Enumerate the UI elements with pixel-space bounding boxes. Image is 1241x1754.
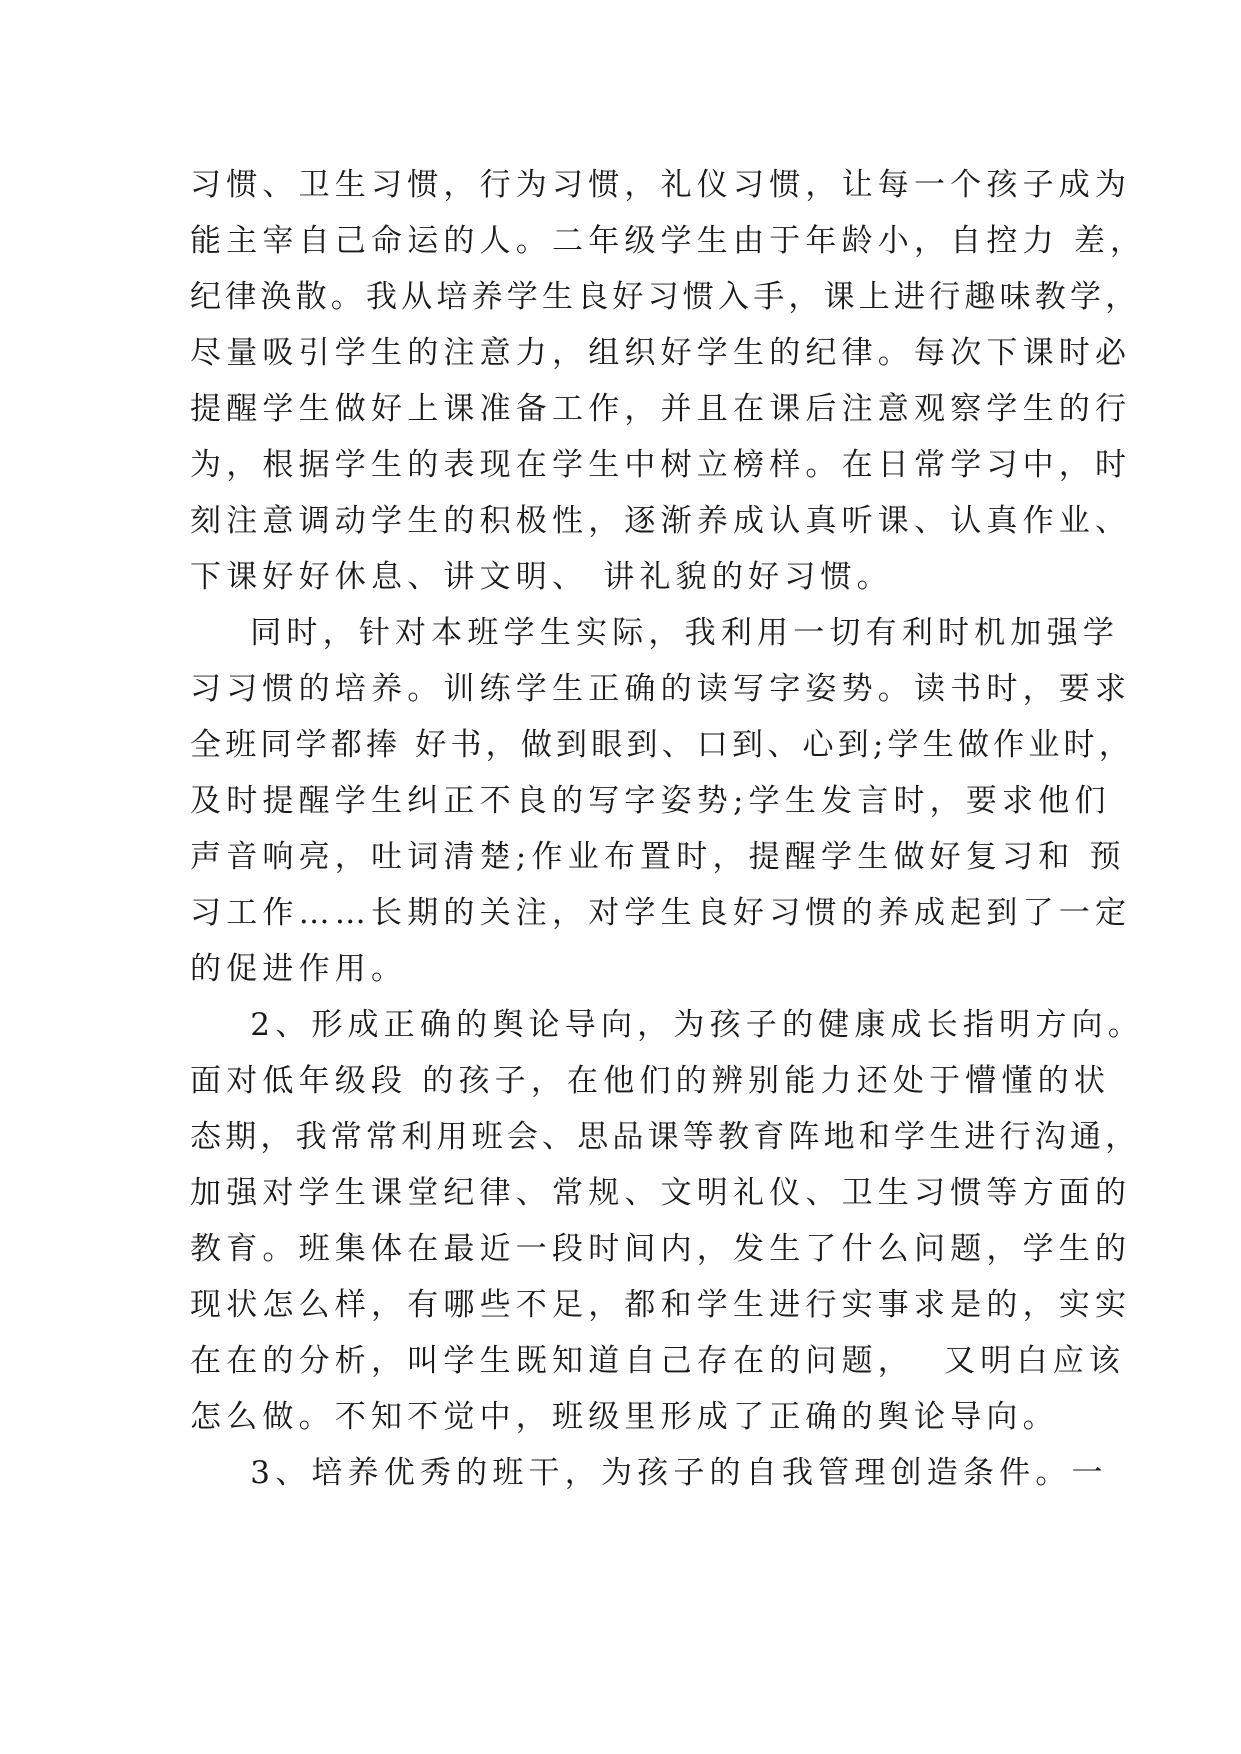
body-text	[190, 157, 1147, 1501]
text-line: 声音响亮，吐词清楚;作业布置时，提醒学生做好复习和 预	[190, 839, 1126, 875]
text-line: 的促进作用。	[190, 951, 408, 987]
text-line: 在在的分析，叫学生既知道自己存在的问题， 又明白应该	[190, 1343, 1126, 1379]
text-line: 能主宰自己命运的人。二年级学生由于年龄小，自控力 差，	[190, 223, 1147, 259]
text-line: 习工作……长期的关注，对学生良好习惯的养成起到了一定	[190, 895, 1132, 931]
text-line: 提醒学生做好上课准备工作，并且在课后注意观察学生的行	[190, 391, 1132, 427]
text-line: 怎么做。不知不觉中，班级里形成了正确的舆论导向。	[190, 1399, 1059, 1435]
text-line: 尽量吸引学生的注意力，组织好学生的纪律。每次下课时必	[190, 335, 1132, 371]
text-line: 面对低年级段 的孩子，在他们的辨别能力还处于懵懂的状	[190, 1063, 1111, 1099]
text-line: 教育。班集体在最近一段时间内，发生了什么问题，学生的	[190, 1231, 1132, 1267]
text-line: 态期，我常常利用班会、思品课等教育阵地和学生进行沟通，	[190, 1119, 1141, 1155]
text-line: 下课好好休息、讲文明、 讲礼貌的好习惯。	[190, 559, 893, 595]
text-line: 习惯、卫生习惯，行为习惯，礼仪习惯，让每一个孩子成为	[190, 167, 1132, 203]
text-line: 习习惯的培养。训练学生正确的读写字姿势。读书时，要求	[190, 671, 1132, 707]
paragraph-start-line: 2、形成正确的舆论导向，为孩子的健康成长指明方向。	[190, 1007, 1144, 1043]
text-line: 及时提醒学生纠正不良的写字姿势;学生发言时，要求他们	[190, 783, 1111, 819]
text-line: 全班同学都捧 好书，做到眼到、口到、心到;学生做作业时，	[190, 727, 1134, 763]
paragraph-start-line: 同时，针对本班学生实际，我利用一切有利时机加强学	[190, 615, 1120, 651]
text-line: 现状怎么样，有哪些不足，都和学生进行实事求是的，实实	[190, 1287, 1132, 1323]
paragraph-start-line: 3、培养优秀的班干，为孩子的自我管理创造条件。一	[190, 1455, 1108, 1491]
text-line: 纪律涣散。我从培养学生良好习惯入手，课上进行趣味教学，	[190, 279, 1141, 315]
text-line: 刻注意调动学生的积极性，逐渐养成认真听课、认真作业、	[190, 503, 1132, 539]
text-line: 为，根据学生的表现在学生中树立榜样。在日常学习中，时	[190, 447, 1132, 483]
text-line: 加强对学生课堂纪律、常规、文明礼仪、卫生习惯等方面的	[190, 1175, 1132, 1211]
